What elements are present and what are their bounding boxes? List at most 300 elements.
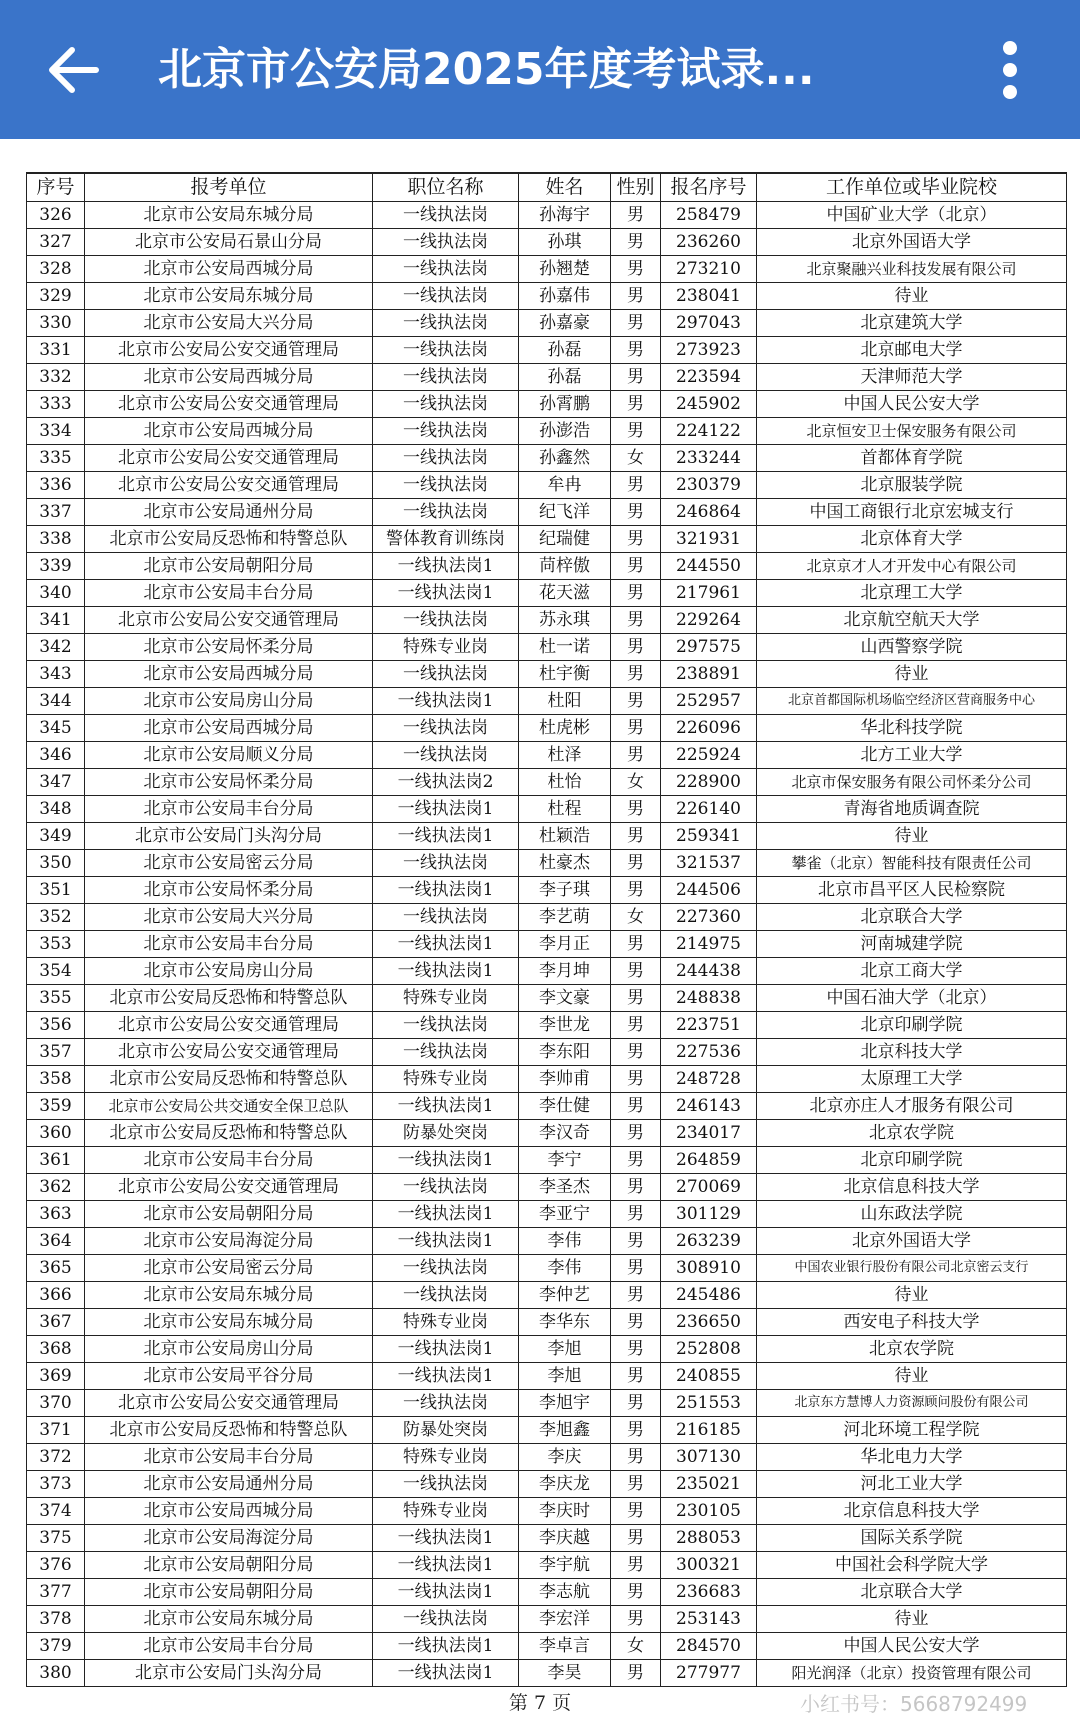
cell-name: 孙澎浩: [519, 418, 611, 445]
cell-name: 李帅甫: [519, 1066, 611, 1093]
cell-name: 杜虎彬: [519, 715, 611, 742]
cell-reg-no: 301129: [661, 1201, 757, 1228]
cell-gender: 男: [611, 1606, 661, 1633]
cell-school: 中国矿业大学（北京）: [757, 202, 1067, 229]
table-row: [27, 418, 1067, 445]
cell-reg-no: 321931: [661, 526, 757, 553]
cell-school: 北京理工大学: [757, 580, 1067, 607]
cell-position: 一线执法岗1: [373, 1525, 519, 1552]
cell-reg-no: 244506: [661, 877, 757, 904]
table-row: [27, 1525, 1067, 1552]
cell-unit: 北京市公安局平谷分局: [85, 1363, 373, 1390]
cell-position: 一线执法岗1: [373, 1336, 519, 1363]
cell-school: 北京农学院: [757, 1120, 1067, 1147]
table-body: [27, 202, 1067, 1687]
table-row: [27, 553, 1067, 580]
cell-position: 一线执法岗1: [373, 1363, 519, 1390]
cell-seq: 354: [27, 958, 85, 985]
cell-gender: 男: [611, 283, 661, 310]
cell-position: 警体教育训练岗: [373, 526, 519, 553]
table-row: [27, 310, 1067, 337]
cell-gender: 男: [611, 1417, 661, 1444]
cell-reg-no: 233244: [661, 445, 757, 472]
cell-name: 李艺萌: [519, 904, 611, 931]
cell-unit: 北京市公安局海淀分局: [85, 1525, 373, 1552]
cell-name: 李旭宇: [519, 1390, 611, 1417]
cell-position: 一线执法岗: [373, 1282, 519, 1309]
cell-school: 北京工商大学: [757, 958, 1067, 985]
cell-school: 河北环境工程学院: [757, 1417, 1067, 1444]
cell-gender: 男: [611, 1012, 661, 1039]
table-row: [27, 796, 1067, 823]
cell-position: 特殊专业岗: [373, 1309, 519, 1336]
watermark: 小红书号：5668792499: [800, 1692, 1028, 1716]
cell-seq: 326: [27, 202, 85, 229]
cell-seq: 376: [27, 1552, 85, 1579]
cell-reg-no: 252957: [661, 688, 757, 715]
cell-school: 天津师范大学: [757, 364, 1067, 391]
cell-gender: 男: [611, 1147, 661, 1174]
cell-school: 待业: [757, 1363, 1067, 1390]
cell-unit: 北京市公安局顺义分局: [85, 742, 373, 769]
cell-school: 北京印刷学院: [757, 1012, 1067, 1039]
table-row: [27, 985, 1067, 1012]
cell-gender: 男: [611, 931, 661, 958]
cell-name: 李仲艺: [519, 1282, 611, 1309]
cell-gender: 男: [611, 796, 661, 823]
table-row: [27, 958, 1067, 985]
cell-seq: 365: [27, 1255, 85, 1282]
cell-gender: 男: [611, 1660, 661, 1687]
cell-seq: 370: [27, 1390, 85, 1417]
cell-reg-no: 300321: [661, 1552, 757, 1579]
cell-school: 华北电力大学: [757, 1444, 1067, 1471]
cell-school: 华北科技学院: [757, 715, 1067, 742]
cell-position: 一线执法岗: [373, 337, 519, 364]
column-header: 报名序号: [661, 173, 757, 202]
table-row: [27, 202, 1067, 229]
cell-gender: 男: [611, 256, 661, 283]
cell-position: 特殊专业岗: [373, 1066, 519, 1093]
cell-reg-no: 307130: [661, 1444, 757, 1471]
more-menu-button[interactable]: [980, 30, 1040, 110]
cell-gender: 男: [611, 877, 661, 904]
cell-gender: 男: [611, 1066, 661, 1093]
cell-school: 北京信息科技大学: [757, 1498, 1067, 1525]
cell-gender: 男: [611, 1309, 661, 1336]
cell-school: 中国农业银行股份有限公司北京密云支行: [757, 1255, 1067, 1282]
cell-unit: 北京市公安局朝阳分局: [85, 1579, 373, 1606]
cell-position: 一线执法岗1: [373, 1633, 519, 1660]
cell-school: 北京市保安服务有限公司怀柔分公司: [757, 769, 1067, 796]
cell-name: 孙鑫然: [519, 445, 611, 472]
cell-unit: 北京市公安局西城分局: [85, 418, 373, 445]
cell-name: 李圣杰: [519, 1174, 611, 1201]
cell-name: 孙嘉伟: [519, 283, 611, 310]
cell-gender: 男: [611, 229, 661, 256]
cell-position: 一线执法岗1: [373, 1660, 519, 1687]
cell-gender: 男: [611, 499, 661, 526]
cell-name: 纪飞洋: [519, 499, 611, 526]
cell-seq: 362: [27, 1174, 85, 1201]
cell-reg-no: 253143: [661, 1606, 757, 1633]
cell-school: 待业: [757, 661, 1067, 688]
table-row: [27, 1444, 1067, 1471]
cell-position: 一线执法岗: [373, 742, 519, 769]
cell-unit: 北京市公安局西城分局: [85, 364, 373, 391]
cell-reg-no: 263239: [661, 1228, 757, 1255]
cell-position: 一线执法岗: [373, 607, 519, 634]
table-row: [27, 1066, 1067, 1093]
table-row: [27, 1039, 1067, 1066]
cell-gender: 男: [611, 1201, 661, 1228]
cell-seq: 363: [27, 1201, 85, 1228]
cell-unit: 北京市公安局东城分局: [85, 1282, 373, 1309]
cell-position: 一线执法岗1: [373, 958, 519, 985]
cell-unit: 北京市公安局公安交通管理局: [85, 445, 373, 472]
cell-position: 一线执法岗: [373, 445, 519, 472]
cell-seq: 353: [27, 931, 85, 958]
cell-school: 北京亦庄人才服务有限公司: [757, 1093, 1067, 1120]
cell-seq: 327: [27, 229, 85, 256]
table-row: [27, 1660, 1067, 1687]
cell-gender: 男: [611, 661, 661, 688]
cell-seq: 332: [27, 364, 85, 391]
table-row: [27, 472, 1067, 499]
cell-name: 李月正: [519, 931, 611, 958]
cell-name: 李文豪: [519, 985, 611, 1012]
cell-gender: 男: [611, 715, 661, 742]
cell-seq: 344: [27, 688, 85, 715]
cell-position: 一线执法岗2: [373, 769, 519, 796]
cell-reg-no: 251553: [661, 1390, 757, 1417]
cell-seq: 342: [27, 634, 85, 661]
table-row: [27, 1093, 1067, 1120]
cell-school: 青海省地质调查院: [757, 796, 1067, 823]
cell-name: 杜一诺: [519, 634, 611, 661]
cell-reg-no: 223594: [661, 364, 757, 391]
cell-gender: 男: [611, 607, 661, 634]
cell-gender: 男: [611, 391, 661, 418]
arrow-left-icon: [46, 42, 102, 98]
table-row: [27, 1174, 1067, 1201]
cell-reg-no: 270069: [661, 1174, 757, 1201]
cell-reg-no: 273210: [661, 256, 757, 283]
cell-position: 一线执法岗1: [373, 823, 519, 850]
cell-position: 一线执法岗1: [373, 1093, 519, 1120]
cell-name: 纪瑞健: [519, 526, 611, 553]
table-row: [27, 904, 1067, 931]
cell-seq: 358: [27, 1066, 85, 1093]
table-row: [27, 1363, 1067, 1390]
cell-school: 国际关系学院: [757, 1525, 1067, 1552]
cell-school: 北京农学院: [757, 1336, 1067, 1363]
cell-gender: 男: [611, 526, 661, 553]
cell-position: 特殊专业岗: [373, 634, 519, 661]
cell-seq: 336: [27, 472, 85, 499]
cell-seq: 349: [27, 823, 85, 850]
cell-seq: 360: [27, 1120, 85, 1147]
cell-unit: 北京市公安局西城分局: [85, 661, 373, 688]
cell-unit: 北京市公安局怀柔分局: [85, 877, 373, 904]
cell-position: 一线执法岗1: [373, 580, 519, 607]
cell-position: 一线执法岗1: [373, 1147, 519, 1174]
cell-gender: 男: [611, 1255, 661, 1282]
cell-seq: 374: [27, 1498, 85, 1525]
more-vertical-icon: [1000, 38, 1020, 102]
cell-gender: 男: [611, 688, 661, 715]
cell-name: 孙琪: [519, 229, 611, 256]
cell-seq: 346: [27, 742, 85, 769]
cell-unit: 北京市公安局密云分局: [85, 850, 373, 877]
cell-seq: 343: [27, 661, 85, 688]
cell-unit: 北京市公安局丰台分局: [85, 1147, 373, 1174]
cell-position: 防暴处突岗: [373, 1120, 519, 1147]
cell-name: 李伟: [519, 1255, 611, 1282]
cell-gender: 男: [611, 958, 661, 985]
table-row: [27, 607, 1067, 634]
cell-seq: 350: [27, 850, 85, 877]
cell-gender: 男: [611, 1579, 661, 1606]
cell-reg-no: 234017: [661, 1120, 757, 1147]
cell-unit: 北京市公安局房山分局: [85, 1336, 373, 1363]
table-row: [27, 1633, 1067, 1660]
cell-school: 中国工商银行北京宏城支行: [757, 499, 1067, 526]
cell-name: 李庆: [519, 1444, 611, 1471]
cell-unit: 北京市公安局反恐怖和特警总队: [85, 985, 373, 1012]
cell-reg-no: 236683: [661, 1579, 757, 1606]
cell-name: 孙霄鹏: [519, 391, 611, 418]
column-header: 序号: [27, 173, 85, 202]
cell-school: 北京科技大学: [757, 1039, 1067, 1066]
cell-reg-no: 238041: [661, 283, 757, 310]
cell-reg-no: 238891: [661, 661, 757, 688]
document-page: [26, 172, 1066, 1687]
cell-school: 北京东方慧博人力资源顾问股份有限公司: [757, 1390, 1067, 1417]
table-row: [27, 1309, 1067, 1336]
cell-reg-no: 248728: [661, 1066, 757, 1093]
table-row: [27, 1282, 1067, 1309]
cell-reg-no: 264859: [661, 1147, 757, 1174]
cell-unit: 北京市公安局公安交通管理局: [85, 1039, 373, 1066]
cell-seq: 357: [27, 1039, 85, 1066]
cell-reg-no: 228900: [661, 769, 757, 796]
cell-name: 李旭鑫: [519, 1417, 611, 1444]
cell-gender: 男: [611, 1174, 661, 1201]
cell-school: 阳光润泽（北京）投资管理有限公司: [757, 1660, 1067, 1687]
cell-school: 北京联合大学: [757, 904, 1067, 931]
cell-seq: 337: [27, 499, 85, 526]
page-title: 北京市公安局2025年度考试录...: [158, 44, 815, 95]
cell-reg-no: 229264: [661, 607, 757, 634]
cell-position: 一线执法岗1: [373, 1552, 519, 1579]
cell-school: 河南城建学院: [757, 931, 1067, 958]
cell-gender: 男: [611, 634, 661, 661]
cell-gender: 女: [611, 904, 661, 931]
cell-position: 一线执法岗: [373, 229, 519, 256]
cell-unit: 北京市公安局反恐怖和特警总队: [85, 1120, 373, 1147]
cell-seq: 351: [27, 877, 85, 904]
cell-gender: 男: [611, 1039, 661, 1066]
cell-position: 一线执法岗1: [373, 1579, 519, 1606]
cell-unit: 北京市公安局丰台分局: [85, 931, 373, 958]
cell-name: 李亚宁: [519, 1201, 611, 1228]
cell-position: 一线执法岗1: [373, 688, 519, 715]
cell-reg-no: 230379: [661, 472, 757, 499]
cell-name: 李东阳: [519, 1039, 611, 1066]
cell-seq: 375: [27, 1525, 85, 1552]
cell-name: 杜泽: [519, 742, 611, 769]
cell-gender: 男: [611, 1093, 661, 1120]
cell-seq: 352: [27, 904, 85, 931]
cell-seq: 356: [27, 1012, 85, 1039]
cell-reg-no: 226140: [661, 796, 757, 823]
cell-position: 一线执法岗: [373, 364, 519, 391]
cell-reg-no: 225924: [661, 742, 757, 769]
cell-gender: 男: [611, 364, 661, 391]
cell-name: 李华东: [519, 1309, 611, 1336]
cell-position: 一线执法岗1: [373, 1201, 519, 1228]
cell-position: 特殊专业岗: [373, 1498, 519, 1525]
cell-reg-no: 246143: [661, 1093, 757, 1120]
cell-seq: 347: [27, 769, 85, 796]
table-row: [27, 229, 1067, 256]
cell-seq: 377: [27, 1579, 85, 1606]
cell-reg-no: 248838: [661, 985, 757, 1012]
cell-reg-no: 259341: [661, 823, 757, 850]
cell-unit: 北京市公安局房山分局: [85, 958, 373, 985]
cell-reg-no: 273923: [661, 337, 757, 364]
cell-name: 苏永琪: [519, 607, 611, 634]
cell-school: 河北工业大学: [757, 1471, 1067, 1498]
cell-school: 北京建筑大学: [757, 310, 1067, 337]
cell-seq: 371: [27, 1417, 85, 1444]
cell-position: 一线执法岗: [373, 1039, 519, 1066]
table-row: [27, 850, 1067, 877]
cell-seq: 367: [27, 1309, 85, 1336]
cell-seq: 378: [27, 1606, 85, 1633]
cell-unit: 北京市公安局密云分局: [85, 1255, 373, 1282]
cell-name: 牟冉: [519, 472, 611, 499]
table-row: [27, 391, 1067, 418]
cell-seq: 328: [27, 256, 85, 283]
cell-position: 一线执法岗1: [373, 796, 519, 823]
cell-seq: 338: [27, 526, 85, 553]
cell-school: 待业: [757, 1282, 1067, 1309]
cell-unit: 北京市公安局公安交通管理局: [85, 472, 373, 499]
cell-reg-no: 224122: [661, 418, 757, 445]
table-row: [27, 715, 1067, 742]
cell-position: 一线执法岗: [373, 202, 519, 229]
cell-position: 一线执法岗: [373, 499, 519, 526]
cell-position: 一线执法岗: [373, 391, 519, 418]
table-row: [27, 1579, 1067, 1606]
cell-seq: 335: [27, 445, 85, 472]
cell-position: 一线执法岗: [373, 310, 519, 337]
column-header: 性别: [611, 173, 661, 202]
cell-school: 首都体育学院: [757, 445, 1067, 472]
cell-unit: 北京市公安局海淀分局: [85, 1228, 373, 1255]
cell-reg-no: 288053: [661, 1525, 757, 1552]
cell-seq: 341: [27, 607, 85, 634]
cell-reg-no: 245486: [661, 1282, 757, 1309]
cell-reg-no: 284570: [661, 1633, 757, 1660]
cell-position: 特殊专业岗: [373, 985, 519, 1012]
table-row: [27, 283, 1067, 310]
cell-name: 李旭: [519, 1363, 611, 1390]
cell-seq: 372: [27, 1444, 85, 1471]
cell-name: 孙磊: [519, 337, 611, 364]
cell-reg-no: 236650: [661, 1309, 757, 1336]
cell-school: 北京市昌平区人民检察院: [757, 877, 1067, 904]
cell-unit: 北京市公安局反恐怖和特警总队: [85, 526, 373, 553]
cell-gender: 男: [611, 337, 661, 364]
cell-seq: 330: [27, 310, 85, 337]
cell-unit: 北京市公安局公安交通管理局: [85, 1012, 373, 1039]
cell-name: 杜宇衡: [519, 661, 611, 688]
back-button[interactable]: [34, 30, 114, 110]
cell-gender: 男: [611, 742, 661, 769]
cell-name: 花天滋: [519, 580, 611, 607]
cell-name: 李汉奇: [519, 1120, 611, 1147]
cell-school: 北京邮电大学: [757, 337, 1067, 364]
cell-name: 李宁: [519, 1147, 611, 1174]
cell-name: 李昊: [519, 1660, 611, 1687]
cell-school: 待业: [757, 283, 1067, 310]
cell-seq: 348: [27, 796, 85, 823]
cell-unit: 北京市公安局东城分局: [85, 1309, 373, 1336]
cell-school: 西安电子科技大学: [757, 1309, 1067, 1336]
cell-position: 一线执法岗: [373, 904, 519, 931]
cell-name: 李月坤: [519, 958, 611, 985]
cell-seq: 355: [27, 985, 85, 1012]
cell-unit: 北京市公安局大兴分局: [85, 904, 373, 931]
cell-gender: 男: [611, 1498, 661, 1525]
cell-seq: 373: [27, 1471, 85, 1498]
table-row: [27, 823, 1067, 850]
table-row: [27, 688, 1067, 715]
cell-name: 孙海宇: [519, 202, 611, 229]
cell-reg-no: 321537: [661, 850, 757, 877]
cell-unit: 北京市公安局西城分局: [85, 256, 373, 283]
cell-school: 北京首都国际机场临空经济区营商服务中心: [757, 688, 1067, 715]
cell-gender: 男: [611, 580, 661, 607]
cell-unit: 北京市公安局朝阳分局: [85, 1201, 373, 1228]
cell-reg-no: 223751: [661, 1012, 757, 1039]
table-row: [27, 1228, 1067, 1255]
cell-position: 一线执法岗: [373, 472, 519, 499]
cell-school: 北方工业大学: [757, 742, 1067, 769]
cell-name: 杜怡: [519, 769, 611, 796]
table-row: [27, 1552, 1067, 1579]
cell-school: 北京京才人才开发中心有限公司: [757, 553, 1067, 580]
table-row: [27, 1471, 1067, 1498]
table-row: [27, 1255, 1067, 1282]
cell-reg-no: 244550: [661, 553, 757, 580]
cell-school: 山东政法学院: [757, 1201, 1067, 1228]
table-row: [27, 445, 1067, 472]
cell-seq: 333: [27, 391, 85, 418]
cell-school: 太原理工大学: [757, 1066, 1067, 1093]
cell-seq: 329: [27, 283, 85, 310]
cell-seq: 369: [27, 1363, 85, 1390]
cell-gender: 男: [611, 985, 661, 1012]
cell-unit: 北京市公安局通州分局: [85, 1471, 373, 1498]
cell-unit: 北京市公安局石景山分局: [85, 229, 373, 256]
cell-unit: 北京市公安局怀柔分局: [85, 769, 373, 796]
table-header-row: [27, 173, 1067, 202]
cell-unit: 北京市公安局朝阳分局: [85, 1552, 373, 1579]
